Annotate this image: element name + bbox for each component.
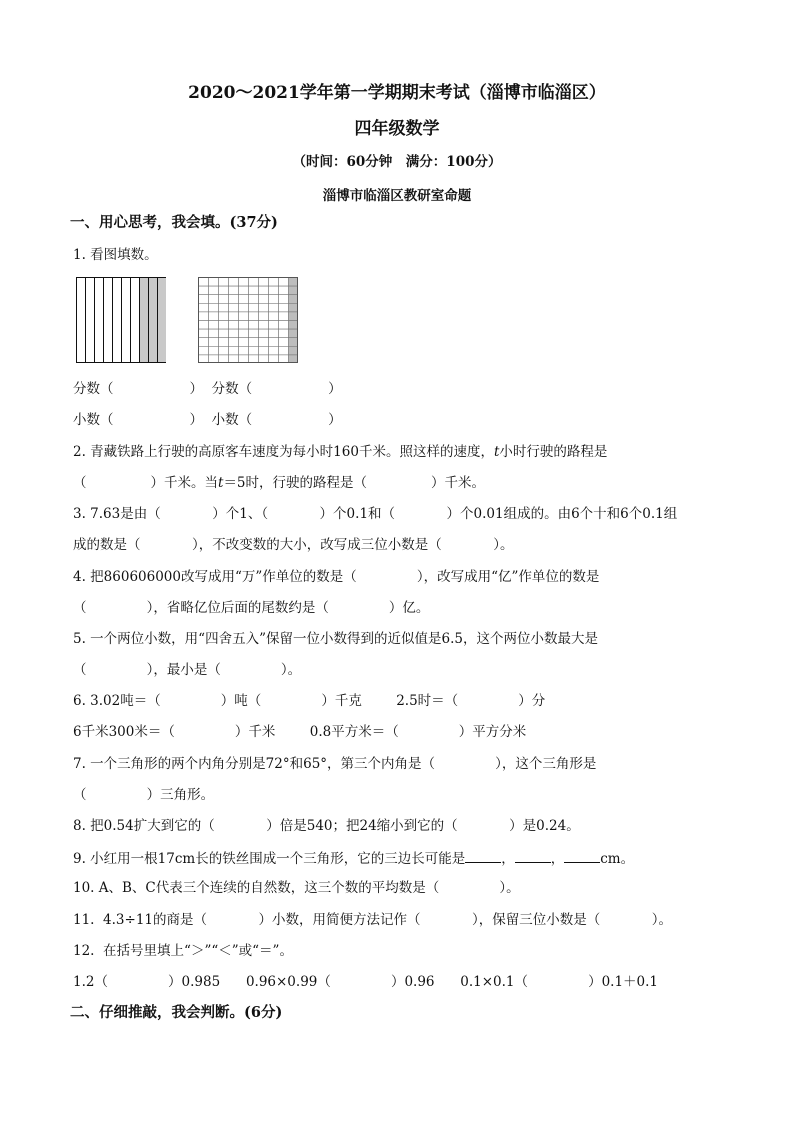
grid-cell	[209, 303, 219, 312]
grid-cell	[229, 355, 239, 363]
q3-line-1: 3. 7.63是由（ ）个1、（ ）个0.1和（ ）个0.01组成的。由6个十和6个0.1组	[73, 506, 678, 522]
grid-cell	[269, 321, 279, 330]
q11-line: 11. 4.3÷11的商是（ ）小数，用简便方法记作（ ），保留三位小数是（ ）。	[73, 912, 672, 928]
grid-cell	[249, 346, 259, 355]
grid-cell	[219, 321, 229, 330]
strip	[77, 278, 86, 363]
strip	[131, 278, 140, 363]
grid-cell	[239, 303, 249, 312]
grid-cell	[259, 312, 269, 321]
shaded-grid-cell	[289, 321, 299, 330]
grid-cell	[239, 286, 249, 295]
strip	[86, 278, 95, 363]
q2-line-2: （ ）千米。当t＝5时，行驶的路程是（ ）千米。	[73, 475, 486, 491]
grid-cell	[199, 303, 209, 312]
q12-line-1: 12. 在括号里填上“＞”“＜”或“＝”。	[73, 943, 293, 959]
grid-cell	[209, 329, 219, 338]
grid-cell	[259, 355, 269, 363]
grid-cell	[239, 346, 249, 355]
grid-cell	[259, 295, 269, 304]
strip	[113, 278, 122, 363]
grid-cell	[279, 286, 289, 295]
grid-cell	[269, 278, 279, 287]
q7-line-1: 7. 一个三角形的两个内角分别是72°和65°，第三个内角是（ ），这个三角形是	[73, 756, 597, 772]
grid-cell	[259, 303, 269, 312]
grid-cell	[269, 303, 279, 312]
grid-cell	[229, 295, 239, 304]
grid-cell	[219, 295, 229, 304]
grid-cell	[259, 338, 269, 347]
grid-cell	[249, 312, 259, 321]
grid-cell	[199, 329, 209, 338]
grid-cell	[259, 321, 269, 330]
grid-cell	[279, 303, 289, 312]
grid-cell	[229, 312, 239, 321]
grid-cell	[239, 312, 249, 321]
grid-cell	[219, 355, 229, 363]
shaded-grid-cell	[289, 278, 299, 287]
shaded-grid-cell	[289, 338, 299, 347]
grid-cell	[229, 321, 239, 330]
section-2-heading: 二、仔细推敲，我会判断。(6分)	[70, 1004, 283, 1021]
grid-cell	[209, 278, 219, 287]
exam-author: 淄博市临淄区教研室命题	[322, 188, 472, 204]
strip-figure	[76, 277, 166, 363]
grid-cell	[249, 338, 259, 347]
grid-cell	[249, 329, 259, 338]
q9-blank-1[interactable]	[465, 848, 501, 863]
grid-cell	[219, 312, 229, 321]
shaded-strip	[149, 278, 158, 363]
grid-cell	[229, 329, 239, 338]
q6-line-2: 6千米300米＝（ ）千米 0.8平方米＝（ ）平方分米	[73, 724, 527, 740]
q5-line-2: （ ），最小是（ ）。	[73, 662, 302, 678]
q1-decimal-row: 小数（ ） 小数（ ）	[73, 412, 342, 428]
shaded-grid-cell	[289, 346, 299, 355]
grid-cell	[249, 278, 259, 287]
grid-cell	[219, 303, 229, 312]
grid-cell	[209, 346, 219, 355]
grid-cell	[219, 329, 229, 338]
shaded-grid-cell	[289, 303, 299, 312]
section-1-heading: 一、用心思考，我会填。(37分)	[70, 214, 278, 231]
grid-cell	[249, 303, 259, 312]
grid-cell	[269, 346, 279, 355]
grid-cell	[239, 355, 249, 363]
grid-cell	[279, 278, 289, 287]
grid-cell	[199, 321, 209, 330]
q9-line: 9. 小红用一根17cm长的铁丝围成一个三角形，它的三边长可能是 ， ， cm。	[73, 848, 634, 868]
grid-cell	[239, 338, 249, 347]
grid-cell	[229, 303, 239, 312]
shaded-grid-cell	[289, 312, 299, 321]
grid-cell	[209, 338, 219, 347]
shaded-grid-cell	[289, 295, 299, 304]
q8-line: 8. 把0.54扩大到它的（ ）倍是540；把24缩小到它的（ ）是0.24。	[73, 818, 580, 834]
grid-cell	[209, 286, 219, 295]
strip	[104, 278, 113, 363]
shaded-grid-cell	[289, 355, 299, 363]
grid-cell	[259, 278, 269, 287]
grid-cell	[229, 346, 239, 355]
q5-line-1: 5. 一个两位小数，用“四舍五入”保留一位小数得到的近似值是6.5，这个两位小数最大是	[73, 631, 598, 647]
grid-cell	[199, 312, 209, 321]
grid-cell	[249, 321, 259, 330]
grid-cell	[239, 321, 249, 330]
grid-cell	[229, 278, 239, 287]
grid-cell	[239, 278, 249, 287]
q4-line-1: 4. 把860606000改写成用“万”作单位的数是（ ），改写成用“亿”作单位的数是	[73, 569, 600, 585]
grid-cell	[219, 286, 229, 295]
grid-cell	[229, 286, 239, 295]
strip	[95, 278, 104, 363]
q9-blank-3[interactable]	[564, 848, 600, 863]
grid-cell	[239, 295, 249, 304]
q7-line-2: （ ）三角形。	[73, 787, 215, 803]
grid-cell	[279, 312, 289, 321]
grid-cell	[279, 355, 289, 363]
q1-text: 1. 看图填数。	[73, 247, 158, 263]
grid-cell	[199, 278, 209, 287]
grid-cell	[269, 355, 279, 363]
grid-cell	[219, 346, 229, 355]
grid-cell	[209, 295, 219, 304]
grid-cell	[259, 346, 269, 355]
grid-cell	[199, 338, 209, 347]
grid-cell	[269, 286, 279, 295]
grid-cell	[209, 355, 219, 363]
q6-line-1: 6. 3.02吨＝（ ）吨（ ）千克 2.5时＝（ ）分	[73, 693, 546, 709]
grid-cell	[199, 346, 209, 355]
shaded-strip	[158, 278, 167, 363]
grid-cell	[209, 321, 219, 330]
grid-cell	[279, 346, 289, 355]
grid-cell	[239, 329, 249, 338]
grid-cell	[269, 338, 279, 347]
grid-cell	[219, 278, 229, 287]
grid-cell	[279, 295, 289, 304]
grid-cell	[279, 338, 289, 347]
grid-cell	[269, 312, 279, 321]
grid-cell	[219, 338, 229, 347]
grid-cell	[249, 355, 259, 363]
q3-line-2: 成的数是（ ），不改变数的大小，改写成三位小数是（ ）。	[73, 537, 514, 553]
shaded-strip	[140, 278, 149, 363]
grid-figure	[198, 277, 298, 363]
exam-subject: 四年级数学	[354, 119, 440, 139]
exam-time-info: （时间：60分钟 满分：100分）	[292, 154, 502, 170]
grid-cell	[209, 312, 219, 321]
grid-cell	[279, 329, 289, 338]
q12-line-2: 1.2（ ）0.985 0.96×0.99（ ）0.96 0.1×0.1（ ）0.1＋0.1	[73, 974, 659, 990]
grid-cell	[229, 338, 239, 347]
grid-cell	[269, 295, 279, 304]
grid-cell	[199, 355, 209, 363]
grid-cell	[199, 295, 209, 304]
exam-title: 2020～2021学年第一学期期末考试（淄博市临淄区）	[188, 83, 606, 103]
shaded-grid-cell	[289, 286, 299, 295]
grid-cell	[199, 286, 209, 295]
q10-line: 10. A、B、C代表三个连续的自然数，这三个数的平均数是（ ）。	[73, 880, 520, 896]
grid-cell	[279, 321, 289, 330]
q4-line-2: （ ），省略亿位后面的尾数约是（ ）亿。	[73, 600, 430, 616]
grid-cell	[269, 329, 279, 338]
shaded-grid-cell	[289, 329, 299, 338]
grid-cell	[259, 329, 269, 338]
grid-cell	[259, 286, 269, 295]
strip	[122, 278, 131, 363]
q1-fraction-row: 分数（ ） 分数（ ）	[73, 381, 342, 397]
q9-blank-2[interactable]	[515, 848, 551, 863]
grid-cell	[249, 295, 259, 304]
grid-cell	[249, 286, 259, 295]
q2-line-1: 2. 青藏铁路上行驶的高原客车速度为每小时160千米。照这样的速度，t小时行驶的路程是	[73, 444, 608, 460]
